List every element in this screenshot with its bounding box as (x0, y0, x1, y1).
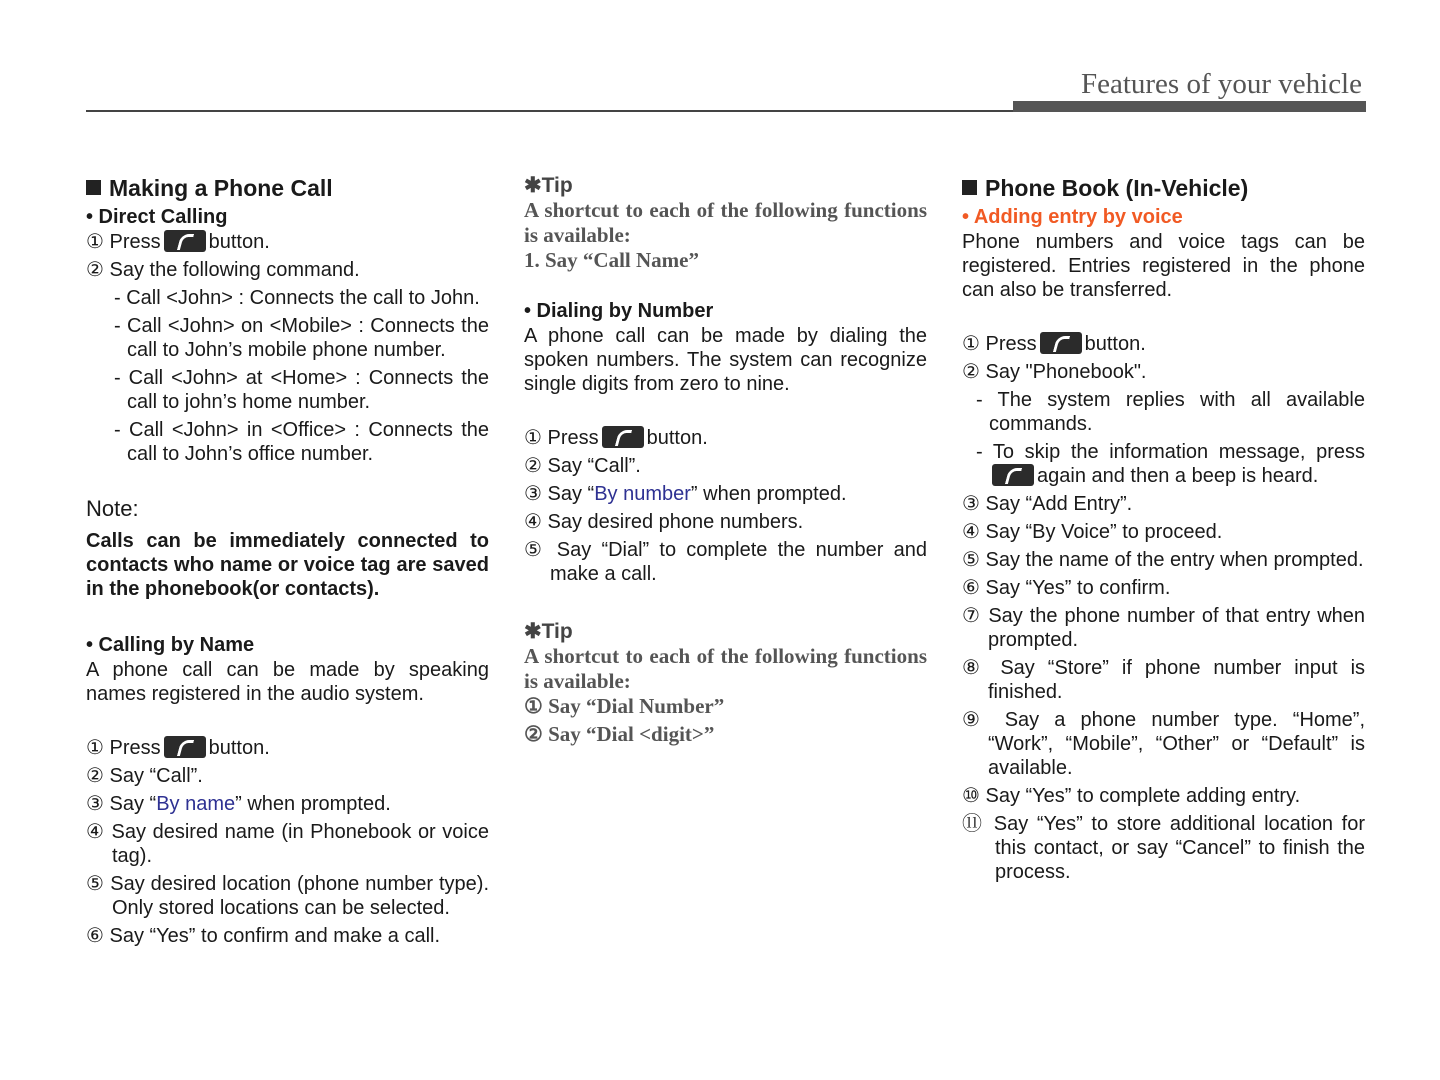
sub-item: - Call <John> at <Home> : Connects the call to john’s home number. (114, 367, 489, 413)
step-text: button. (1084, 333, 1146, 355)
step-text: Say “ (109, 793, 157, 815)
step-number: ③ (86, 793, 104, 815)
direct-calling-section (86, 204, 489, 470)
header-rule (86, 110, 1016, 112)
heading-making-call (86, 174, 489, 202)
subheading: • Direct Calling (86, 206, 228, 228)
step (86, 872, 489, 920)
heading-phone-book (962, 174, 1365, 202)
highlight-term: By name (156, 793, 236, 815)
step-text: Say desired location (phone number type). Only stored locations can be selected. (110, 873, 489, 919)
step-number: ③ (962, 493, 980, 515)
tip-2 (524, 620, 927, 747)
dialing-by-number-section (524, 298, 927, 590)
step-text: Press (985, 333, 1037, 355)
step-text: Say the following command. (109, 259, 360, 281)
step-number: ⑪ (962, 813, 986, 835)
step-number: ⑨ (962, 709, 990, 731)
heading-text: Phone Book (In-Vehicle) (985, 175, 1249, 201)
subheading: • Adding entry by voice (962, 206, 1183, 228)
step-number: ⑩ (962, 785, 980, 807)
step-text: Say “By Voice” to proceed. (985, 521, 1223, 543)
step-number: ⑧ (962, 657, 988, 679)
step-text: Say desired phone numbers. (547, 511, 804, 533)
step-text: Say “Dial” to complete the number and make a call. (550, 539, 927, 585)
tip-item: ② Say “Dial <digit>” (524, 722, 715, 746)
step-text: Press (109, 231, 161, 253)
sub-item (962, 440, 1365, 488)
step (962, 492, 1365, 516)
step (962, 812, 1365, 884)
step-number: ① (524, 427, 542, 449)
sub-item: - The system replies with all available commands. (976, 389, 1365, 435)
step-number: ① (86, 231, 104, 253)
step-number: ② (86, 259, 104, 281)
step (86, 924, 489, 948)
step (86, 764, 489, 788)
step-text: Say "Phonebook". (985, 361, 1147, 383)
step-number: ⑦ (962, 605, 982, 627)
step-text: ” when prompted. (690, 483, 847, 505)
subheading: • Calling by Name (86, 634, 255, 656)
adding-entry-section (962, 204, 1365, 888)
step-text: Say “Yes” to complete adding entry. (985, 785, 1301, 807)
step-number: ⑤ (86, 873, 105, 895)
tip-item: ① Say “Dial Number” (524, 694, 725, 718)
step-text: button. (646, 427, 708, 449)
note-title: Note: (86, 496, 139, 521)
step (86, 258, 489, 282)
sub-item: - Call <John> in <Office> : Connects the call to John’s office number. (114, 419, 489, 465)
step (86, 736, 489, 760)
step-number: ③ (524, 483, 542, 505)
step (962, 708, 1365, 780)
step-number: ⑥ (86, 925, 104, 947)
note-section (86, 497, 489, 601)
step-text: Press (547, 427, 599, 449)
step-text: Press (109, 737, 161, 759)
step (962, 332, 1365, 356)
sub-text: - To skip the information message, press (976, 441, 1365, 463)
step-text: Say desired name (in Phonebook or voice tag). (111, 821, 489, 867)
highlight-term: By number (594, 483, 691, 505)
phone-button-icon (164, 230, 206, 252)
square-bullet-icon (86, 180, 101, 195)
phone-button-icon (602, 426, 644, 448)
step-number: ④ (524, 511, 542, 533)
tip-text: A shortcut to each of the following functions is available: (524, 198, 927, 247)
sub-text: again and then a beep is heard. (1037, 465, 1319, 487)
heading-text: Making a Phone Call (109, 175, 333, 201)
subheading: • Dialing by Number (524, 300, 714, 322)
step-number: ① (962, 333, 980, 355)
step-text: ” when prompted. (235, 793, 391, 815)
step (524, 510, 927, 534)
square-bullet-icon (962, 180, 977, 195)
step-number: ② (86, 765, 104, 787)
step (962, 784, 1365, 808)
step (524, 538, 927, 586)
step-number: ④ (962, 521, 980, 543)
paragraph: A phone call can be made by dialing the spoken numbers. The system can recognize single digits from zero to nine. (524, 325, 927, 395)
step-text: Say “Call”. (109, 765, 203, 787)
step (86, 792, 489, 816)
step-text: Say “Yes” to confirm and make a call. (109, 925, 441, 947)
note-body: Calls can be immediately connected to contacts who name or voice tag are saved in the phonebook(or contacts). (86, 530, 489, 600)
tip-title: ✱Tip (524, 620, 573, 643)
step (962, 576, 1365, 600)
phone-button-icon (1040, 332, 1082, 354)
header-bar (1013, 101, 1366, 112)
step-number: ⑤ (524, 539, 547, 561)
step-number: ② (524, 455, 542, 477)
step (524, 426, 927, 450)
step-text: Say “Yes” to confirm. (985, 577, 1171, 599)
step-number: ② (962, 361, 980, 383)
sub-item: - Call <John> on <Mobile> : Connects the call to John’s mobile phone number. (114, 315, 489, 361)
step-text: Say “Store” if phone number input is finished. (988, 657, 1366, 703)
step-text: Say “Yes” to store additional location for this contact, or say “Cancel” to finish the process. (993, 813, 1366, 883)
calling-by-name-section (86, 632, 489, 952)
section-title: Features of your vehicle (1080, 68, 1362, 100)
step-number: ④ (86, 821, 105, 843)
paragraph: Phone numbers and voice tags can be registered. Entries registered in the phone can also be transferred. (962, 231, 1365, 301)
step-text: Say a phone number type. “Home”, “Work”, “Mobile”, “Other” or “Default” is available. (988, 709, 1366, 779)
step (962, 604, 1365, 652)
tip-text: A shortcut to each of the following functions is available: (524, 644, 927, 693)
step-text: Say “Call”. (547, 455, 641, 477)
step (962, 548, 1365, 572)
paragraph: A phone call can be made by speaking names registered in the audio system. (86, 659, 489, 705)
step (524, 454, 927, 478)
step (962, 656, 1365, 704)
step-text: button. (208, 231, 270, 253)
step (86, 820, 489, 868)
step (86, 230, 489, 254)
step-text: Say “Add Entry”. (985, 493, 1133, 515)
step (524, 482, 927, 506)
step-number: ① (86, 737, 104, 759)
step-text: button. (208, 737, 270, 759)
sub-item: - Call <John> : Connects the call to John. (114, 287, 480, 309)
phone-button-icon (992, 464, 1034, 486)
step (962, 360, 1365, 384)
phone-button-icon (164, 736, 206, 758)
tip-1 (524, 174, 927, 273)
step (962, 520, 1365, 544)
tip-title: ✱Tip (524, 174, 573, 197)
step-text: Say the phone number of that entry when prompted. (988, 605, 1366, 651)
step-text: Say “ (547, 483, 595, 505)
step-number: ⑥ (962, 577, 980, 599)
step-number: ⑤ (962, 549, 980, 571)
tip-item: 1. Say “Call Name” (524, 248, 699, 272)
step-text: Say the name of the entry when prompted. (985, 549, 1364, 571)
